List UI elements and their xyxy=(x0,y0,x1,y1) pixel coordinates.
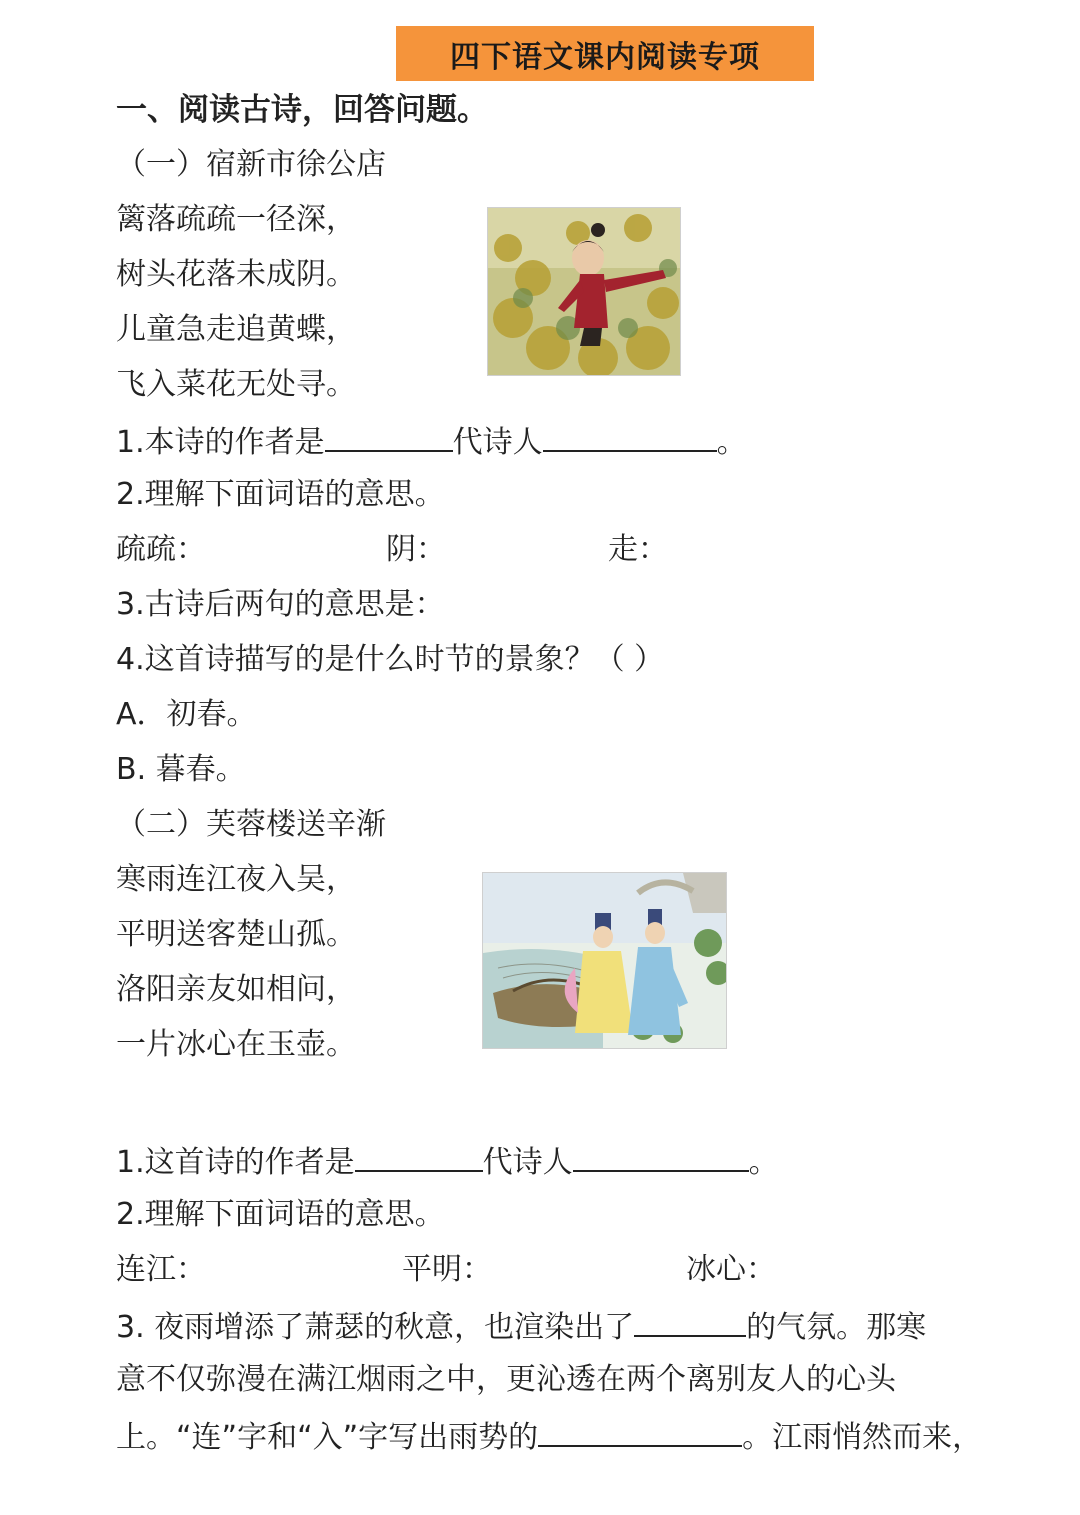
atmosphere-blank[interactable] xyxy=(634,1305,746,1337)
poem2-line: 寒雨连江夜入吴， xyxy=(116,862,356,897)
poem1-line: 树头花落未成阴。 xyxy=(116,257,356,292)
question-1-author xyxy=(116,420,747,463)
poem1-line: 儿童急走追黄蝶， xyxy=(116,312,356,347)
q1-text: 代诗人 xyxy=(452,425,543,460)
poem2-line: 平明送客楚山孤。 xyxy=(116,917,356,952)
poem1-line: 飞入菜花无处寻。 xyxy=(116,367,356,402)
q23-text: 上。“连”字和“入”字写出雨势的 xyxy=(116,1420,539,1455)
term: 阴： xyxy=(386,532,446,567)
term: 疏疏： xyxy=(116,532,206,567)
poet-blank[interactable] xyxy=(543,420,717,452)
poem1-heading: （一）宿新市徐公店 xyxy=(116,147,386,182)
question-2-2-terms xyxy=(116,1250,836,1290)
option-a: A．初春。 xyxy=(116,697,257,732)
q2-text: 代诗人 xyxy=(482,1145,573,1180)
question-2-1-author xyxy=(116,1140,779,1183)
term: 冰心： xyxy=(686,1252,776,1287)
term: 连江： xyxy=(116,1252,206,1287)
q2-text: 1.这首诗的作者是 xyxy=(116,1145,355,1180)
poem2-illustration xyxy=(482,872,727,1049)
poem1-line: 篱落疏疏一径深， xyxy=(116,202,356,237)
q23-text: 的气氛。那寒 xyxy=(746,1310,927,1345)
dynasty-blank[interactable] xyxy=(355,1140,483,1172)
q2-text: 。 xyxy=(748,1145,779,1180)
q23-text: 意不仅弥漫在满江烟雨之中，更沁透在两个离别友人的心头 xyxy=(116,1362,896,1397)
q23-text: 3. 夜雨增添了萧瑟的秋意，也渲染出了 xyxy=(116,1310,635,1345)
question-4: 4.这首诗描写的是什么时节的景象？（ ） xyxy=(116,642,665,677)
q1-text: 1.本诗的作者是 xyxy=(116,425,325,460)
question-2-terms xyxy=(116,530,816,570)
page-title: 四下语文课内阅读专项 xyxy=(396,26,814,81)
question-2-3-line xyxy=(116,1360,896,1400)
question-3: 3.古诗后两句的意思是： xyxy=(116,587,445,622)
question-2-2: 2.理解下面词语的意思。 xyxy=(116,1197,445,1232)
poet-blank[interactable] xyxy=(573,1140,749,1172)
poem2-line: 洛阳亲友如相问， xyxy=(116,972,356,1007)
question-2: 2.理解下面词语的意思。 xyxy=(116,477,445,512)
q1-text: 。 xyxy=(716,425,747,460)
term: 走： xyxy=(608,532,668,567)
dynasty-blank[interactable] xyxy=(325,420,453,452)
poem2-line: 一片冰心在玉壶。 xyxy=(116,1027,356,1062)
question-2-3-line xyxy=(116,1415,982,1458)
rain-blank[interactable] xyxy=(538,1415,742,1447)
term: 平明： xyxy=(402,1252,492,1287)
q23-text: 。江雨悄然而来， xyxy=(742,1420,983,1455)
question-2-3-line xyxy=(116,1305,926,1348)
section-heading: 一、阅读古诗，回答问题。 xyxy=(116,92,488,128)
poem2-heading: （二）芙蓉楼送辛渐 xyxy=(116,807,386,842)
poem1-illustration xyxy=(487,207,681,376)
option-b: B. 暮春。 xyxy=(116,752,246,787)
